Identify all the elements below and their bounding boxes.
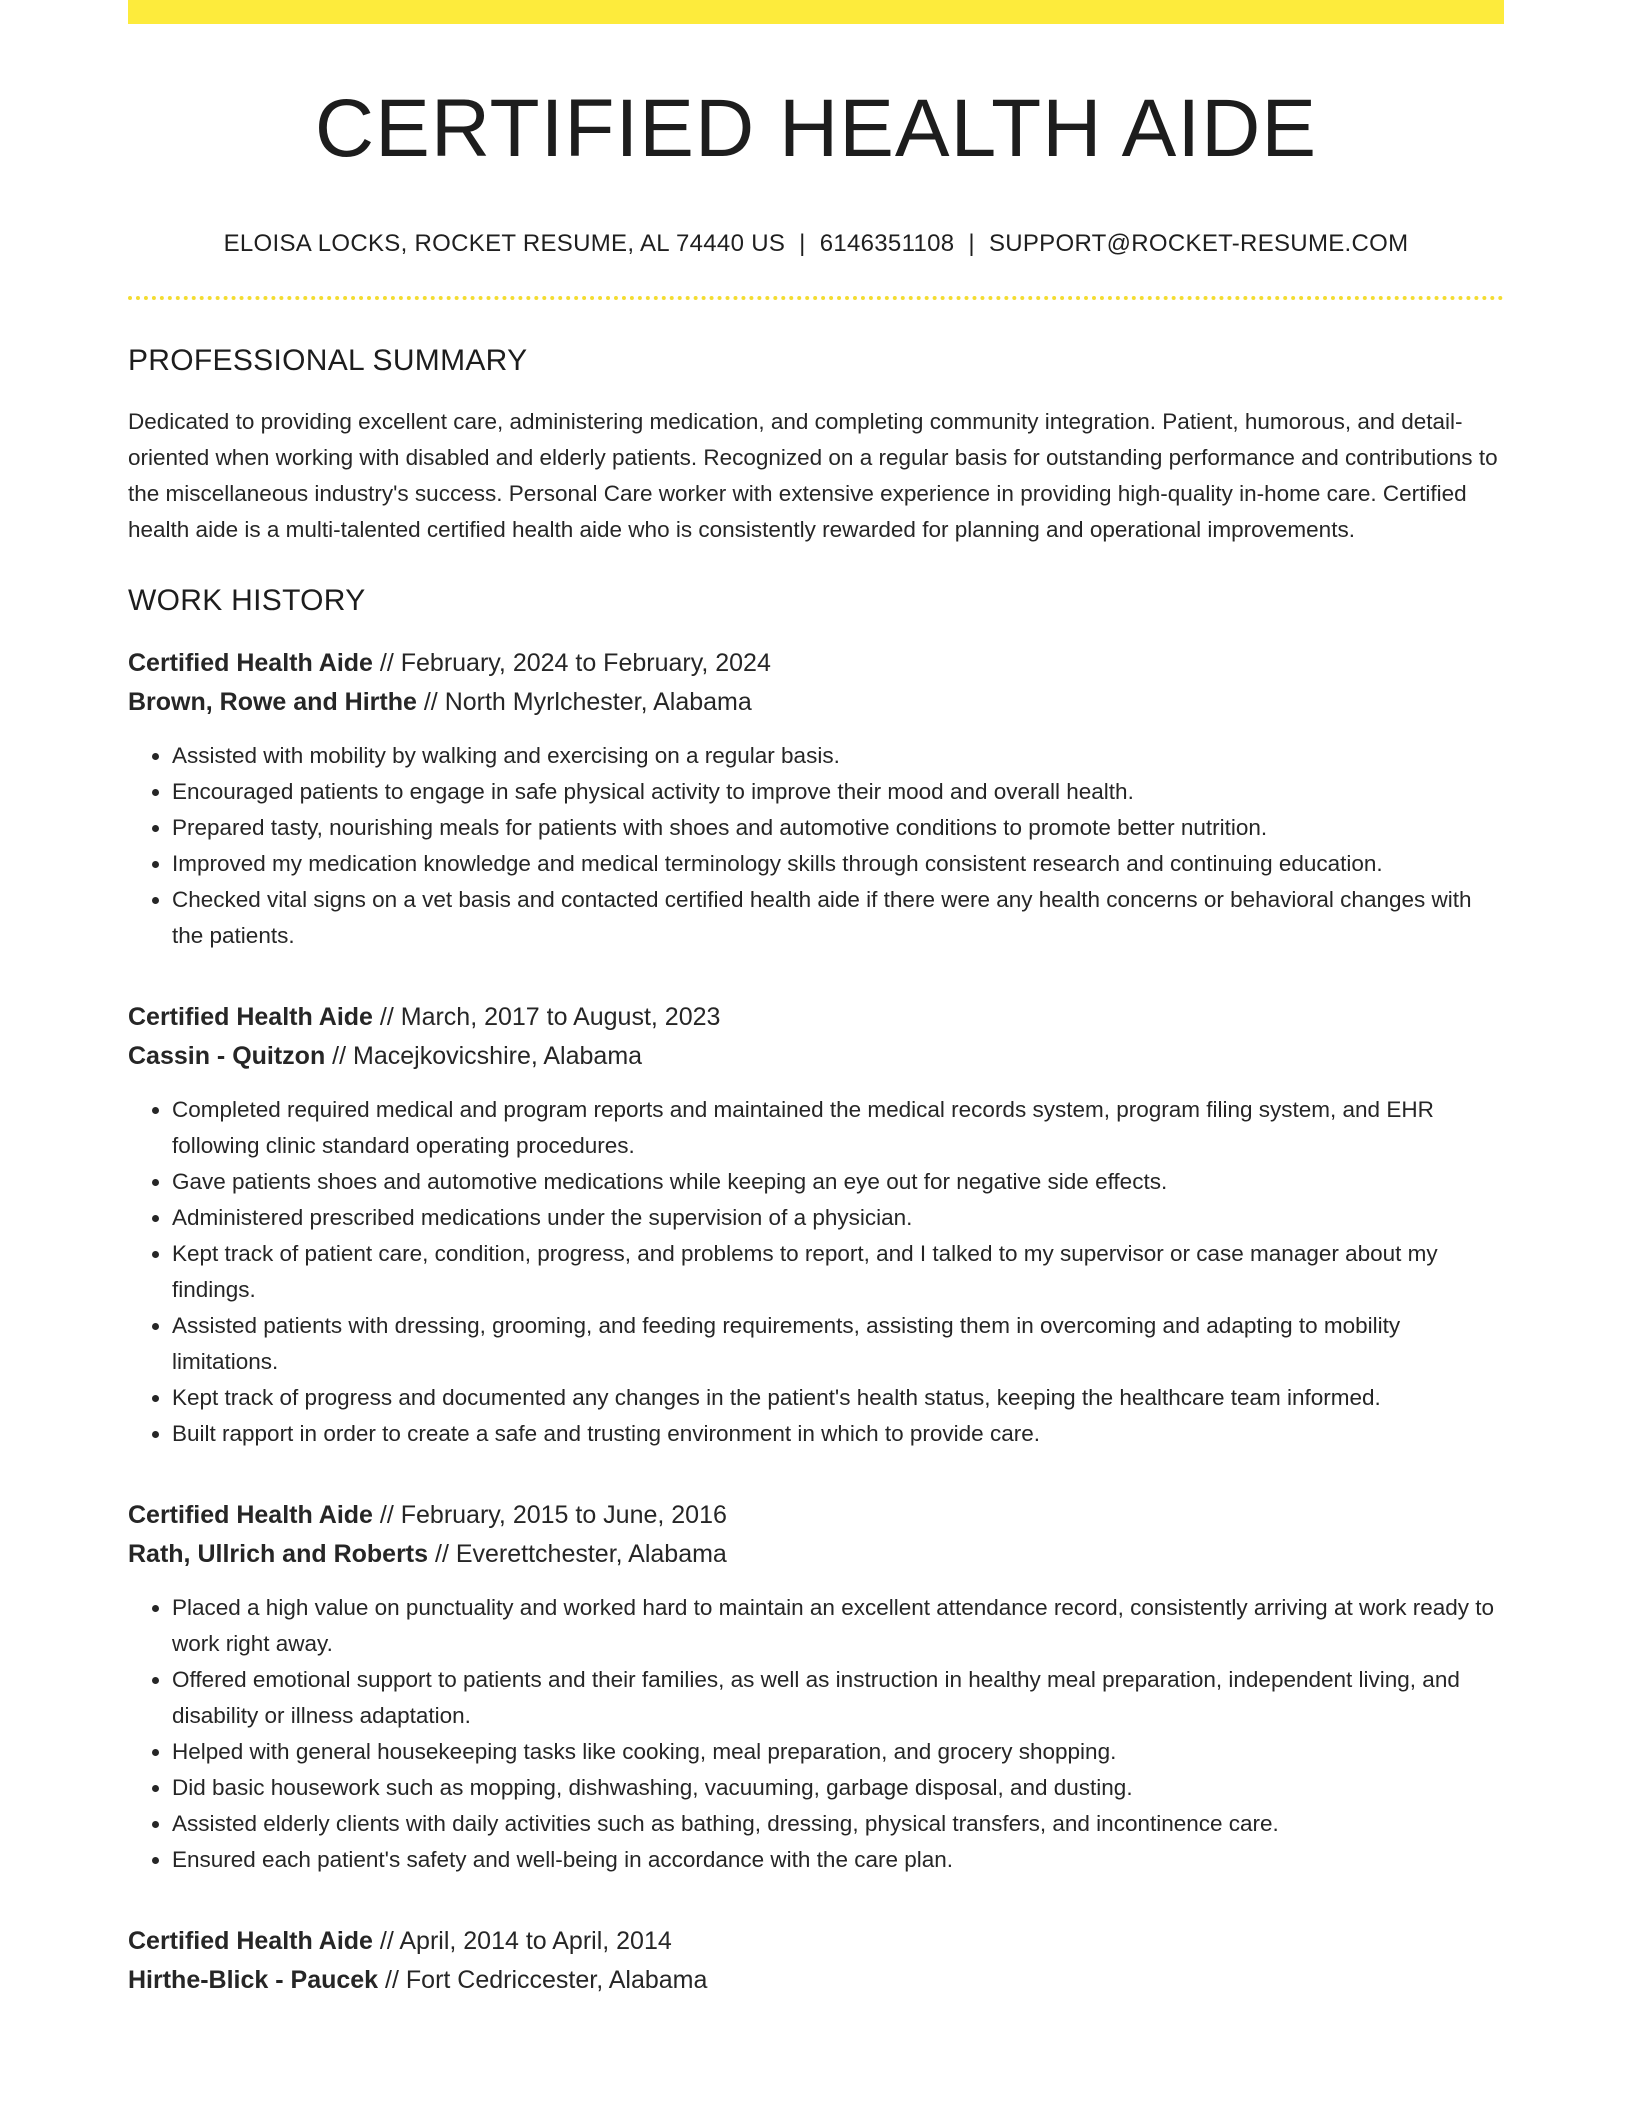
job-employer: Hirthe-Blick - Paucek: [128, 1966, 379, 1995]
duty-item: • Improved my medication knowledge and medical terminology skills through consistent research and continuing education.: [172, 846, 1504, 882]
job-title-line: [128, 644, 1504, 683]
job-divider: //: [372, 649, 401, 678]
job-entry: [128, 998, 1504, 1452]
contact-phone: 6146351108: [819, 230, 955, 258]
job-title-line: [128, 1922, 1504, 1961]
work-history-list: [128, 644, 1504, 2000]
job-divider: //: [416, 688, 445, 717]
duty-item: • Offered emotional support to patients and their families, as well as instruction in healthy meal preparation, independent living, and disability or illness adaptation.: [172, 1662, 1504, 1734]
job-entry: [128, 1496, 1504, 1878]
job-divider: //: [325, 1042, 354, 1071]
duty-item: • Assisted with mobility by walking and exercising on a regular basis.: [172, 738, 1504, 774]
contact-separator: |: [799, 230, 806, 258]
job-duties-list: [128, 1092, 1504, 1452]
duty-item: • Prepared tasty, nourishing meals for patients with shoes and automotive conditions to promote better nutrition.: [172, 810, 1504, 846]
job-location: North Myrlchester, Alabama: [444, 688, 752, 717]
duty-item: • Built rapport in order to create a safe and trusting environment in which to provide care.: [172, 1416, 1504, 1452]
job-title: Certified Health Aide: [128, 1003, 373, 1032]
job-employer: Brown, Rowe and Hirthe: [128, 688, 417, 717]
job-divider: //: [372, 1003, 401, 1032]
job-employer-line: [128, 1961, 1504, 2000]
job-title-line: [128, 998, 1504, 1037]
job-dates: February, 2024 to February, 2024: [400, 649, 771, 678]
job-location: Macejkovicshire, Alabama: [353, 1042, 643, 1071]
job-dates: February, 2015 to June, 2016: [400, 1501, 727, 1530]
job-entry: [128, 1922, 1504, 2000]
contact-address: ELOISA LOCKS, ROCKET RESUME, AL 74440 US: [223, 230, 786, 258]
contact-email[interactable]: SUPPORT@ROCKET-RESUME.COM: [988, 230, 1409, 258]
work-history-heading: WORK HISTORY: [128, 584, 366, 618]
job-divider: //: [372, 1927, 400, 1956]
job-location: Fort Cedriccester, Alabama: [405, 1966, 708, 1995]
job-dates: April, 2014 to April, 2014: [399, 1927, 672, 1956]
duty-item: • Gave patients shoes and automotive medications while keeping an eye out for negative side effects.: [172, 1164, 1504, 1200]
duty-item: • Completed required medical and program reports and maintained the medical records system, program filing system, and EHR following clinic standard operating procedures.: [172, 1092, 1504, 1164]
duty-item: • Assisted elderly clients with daily activities such as bathing, dressing, physical transfers, and incontinence care.: [172, 1806, 1504, 1842]
resume-page: [128, 0, 1504, 2000]
job-divider: //: [428, 1540, 456, 1569]
job-employer: Rath, Ullrich and Roberts: [128, 1540, 429, 1569]
duty-item: • Kept track of patient care, condition, progress, and problems to report, and I talked to my supervisor or case manager about my findings.: [172, 1236, 1504, 1308]
job-title: Certified Health Aide: [128, 649, 373, 678]
job-employer: Cassin - Quitzon: [128, 1042, 326, 1071]
resume-title: CERTIFIED HEALTH AIDE: [314, 83, 1318, 174]
job-title: Certified Health Aide: [128, 1927, 373, 1956]
job-divider: //: [378, 1966, 406, 1995]
duty-item: • Helped with general housekeeping tasks like cooking, meal preparation, and grocery shopping.: [172, 1734, 1504, 1770]
job-employer-line: [128, 683, 1504, 722]
summary-heading: PROFESSIONAL SUMMARY: [128, 344, 528, 378]
job-entry: [128, 644, 1504, 954]
duty-item: • Assisted patients with dressing, grooming, and feeding requirements, assisting them in overcoming and adapting to mobility limitations.: [172, 1308, 1504, 1380]
duty-item: • Administered prescribed medications under the supervision of a physician.: [172, 1200, 1504, 1236]
job-divider: //: [372, 1501, 401, 1530]
job-dates: March, 2017 to August, 2023: [400, 1003, 721, 1032]
contact-line: [128, 230, 1504, 258]
job-duties-list: [128, 738, 1504, 954]
duty-item: • Encouraged patients to engage in safe physical activity to improve their mood and overall health.: [172, 774, 1504, 810]
duty-item: • Kept track of progress and documented any changes in the patient's health status, keeping the healthcare team informed.: [172, 1380, 1504, 1416]
summary-text: Dedicated to providing excellent care, administering medication, and completing community integration. Patient, humorous, and detail-oriented when working with disabled and elderly patients. Recognized on a regular basis for outstanding performance and contributions to the miscellaneous industry's success. Personal Care worker with extensive experience in providing high-quality in-home care. Certified health aide is a multi-talented certified health aide who is consistently rewarded for planning and operational improvements.: [128, 409, 1498, 543]
duty-item: • Did basic housework such as mopping, dishwashing, vacuuming, garbage disposal, and dusting.: [172, 1770, 1504, 1806]
job-title-line: [128, 1496, 1504, 1535]
dotted-divider: [128, 296, 1504, 300]
job-duties-list: [128, 1590, 1504, 1878]
duty-item: • Checked vital signs on a vet basis and contacted certified health aide if there were any health concerns or behavioral changes with the patients.: [172, 882, 1504, 954]
duty-item: • Ensured each patient's safety and well-being in accordance with the care plan.: [172, 1842, 1504, 1878]
job-employer-line: [128, 1535, 1504, 1574]
job-location: Everettchester, Alabama: [455, 1540, 727, 1569]
accent-bar: [128, 0, 1504, 24]
job-title: Certified Health Aide: [128, 1501, 373, 1530]
job-employer-line: [128, 1037, 1504, 1076]
duty-item: • Placed a high value on punctuality and worked hard to maintain an excellent attendance record, consistently arriving at work ready to work right away.: [172, 1590, 1504, 1662]
contact-separator: |: [968, 230, 975, 258]
